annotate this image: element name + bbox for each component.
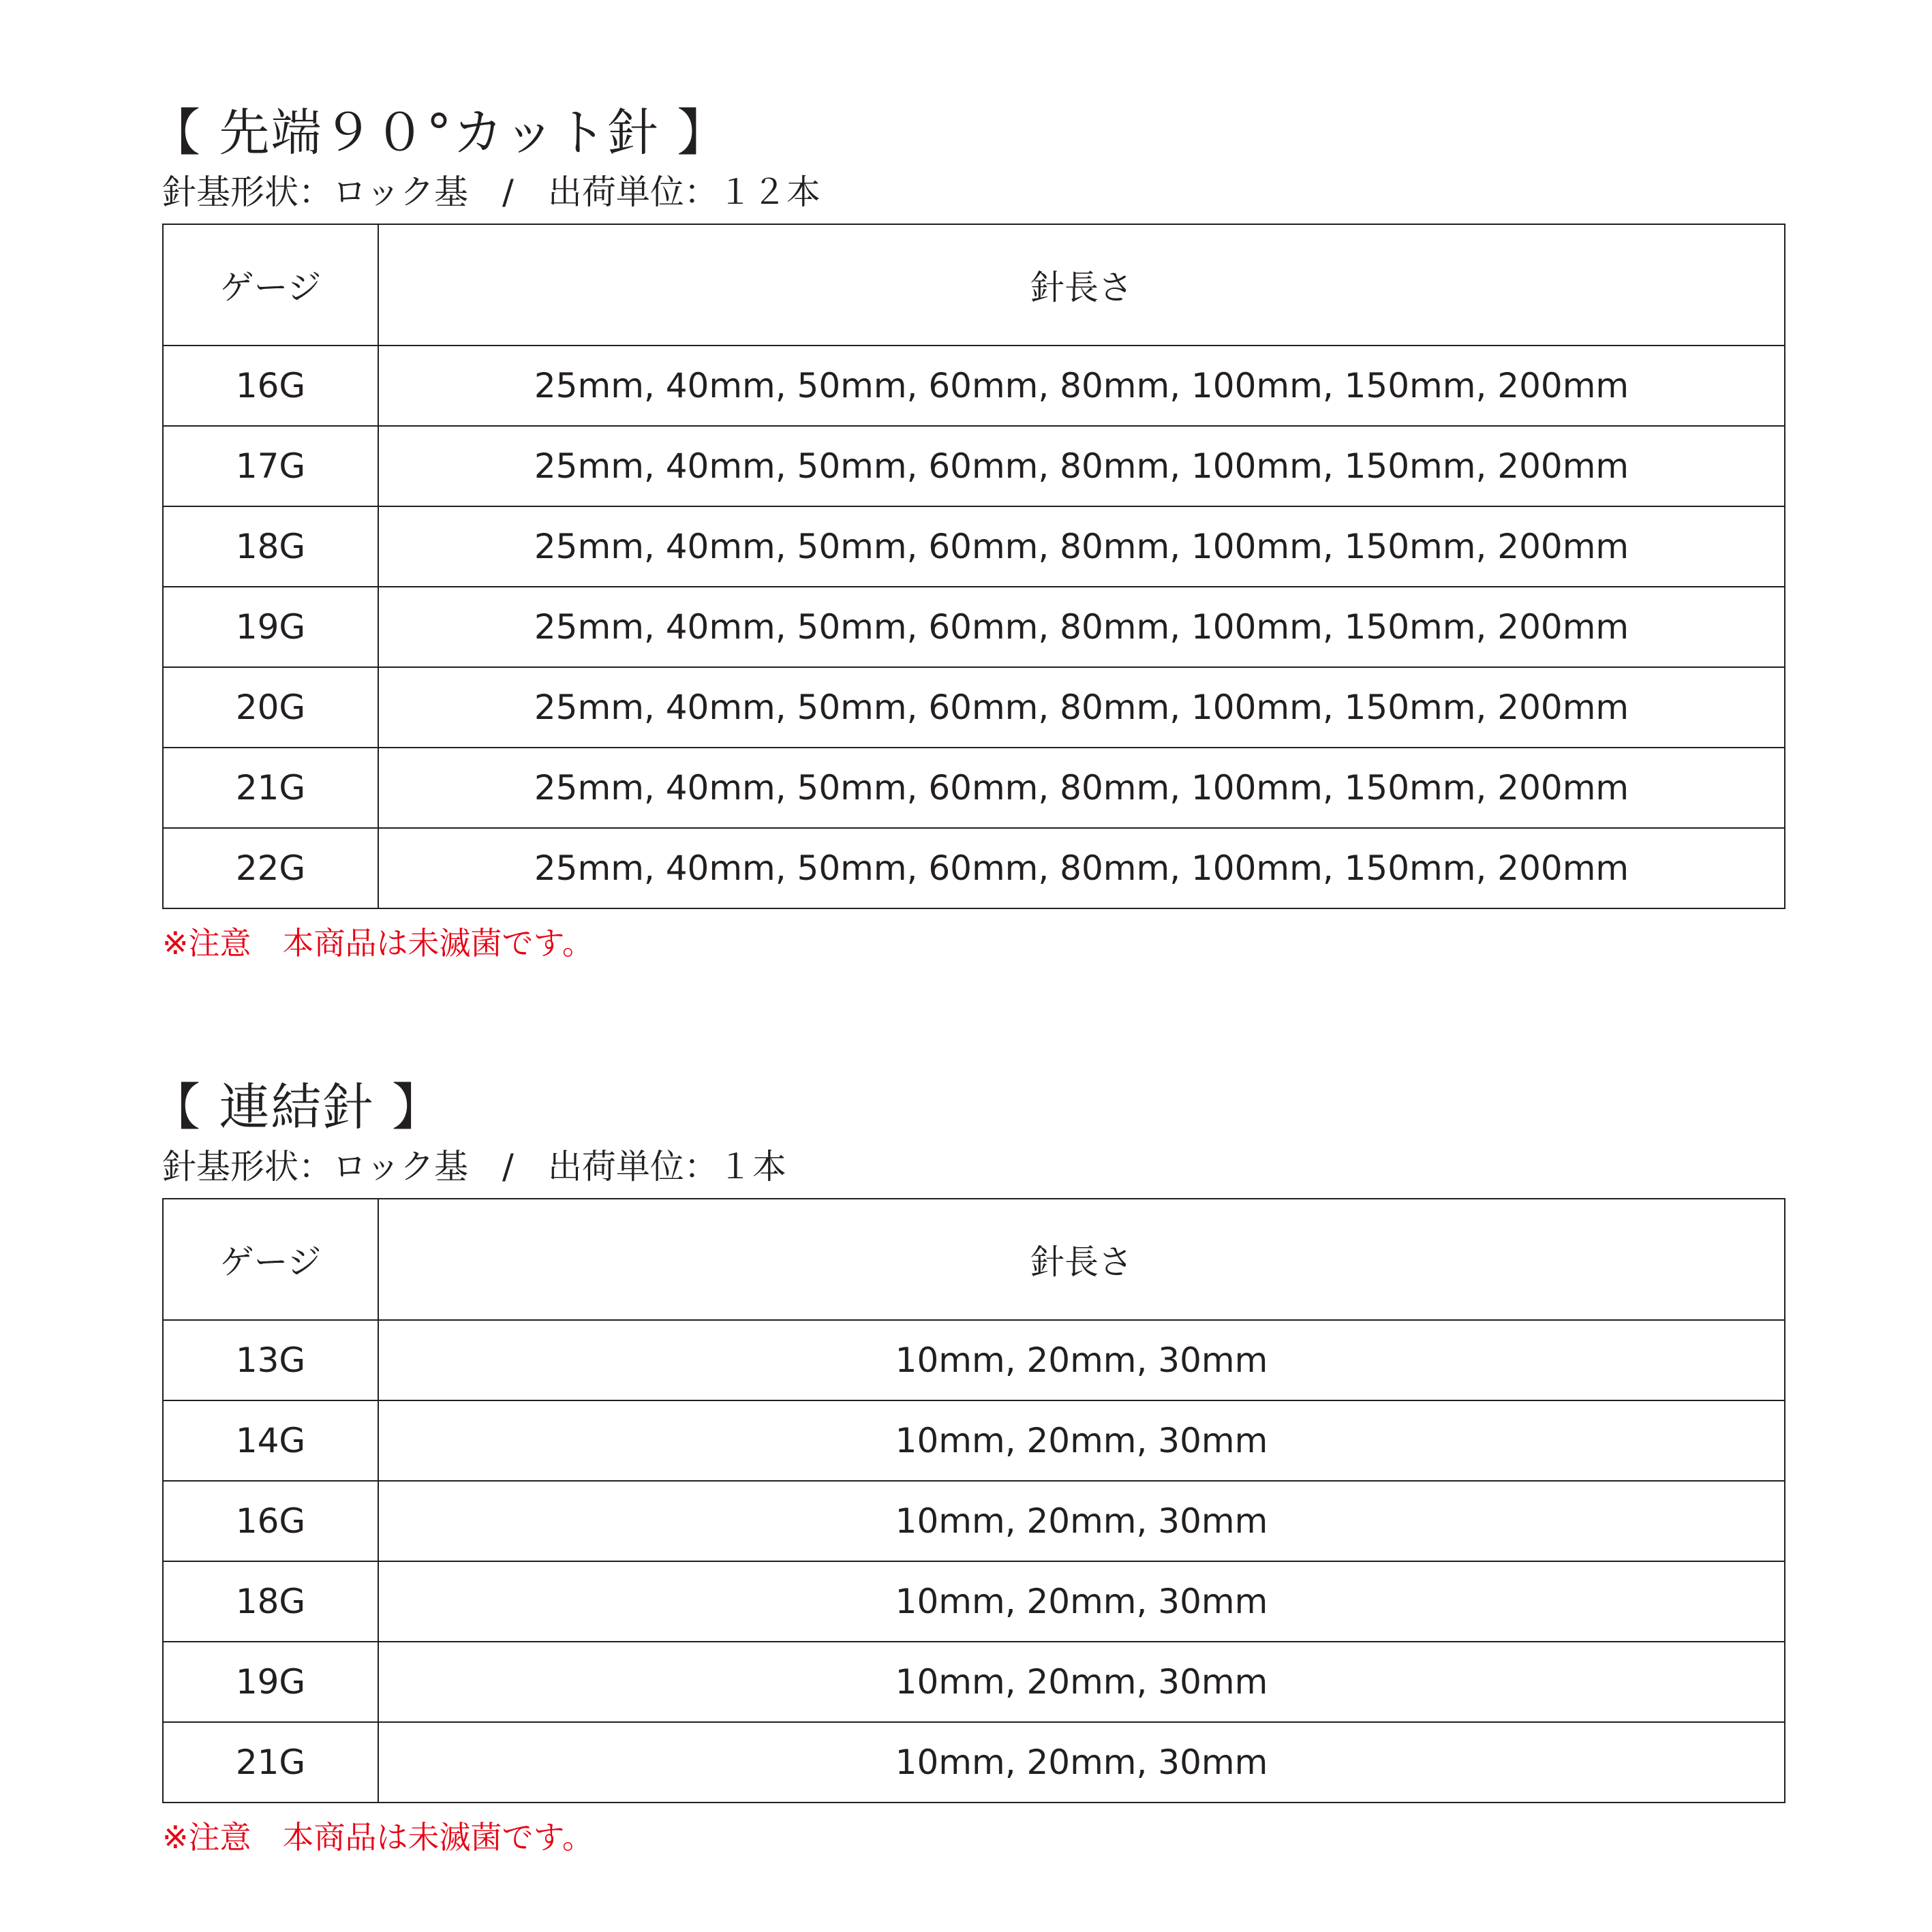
header-length: 針長さ xyxy=(378,224,1785,346)
length-cell: 25mm, 40mm, 50mm, 60mm, 80mm, 100mm, 150mm, 200mm xyxy=(378,667,1785,748)
table-header-row xyxy=(163,224,1785,346)
gauge-cell: 20G xyxy=(163,667,378,748)
length-cell: 10mm, 20mm, 30mm xyxy=(378,1481,1785,1561)
section-subtitle: 針基形状：ロック基 / 出荷単位：１本 xyxy=(162,1147,786,1186)
section-subtitle: 針基形状：ロック基 / 出荷単位：１２本 xyxy=(162,172,821,212)
table-row xyxy=(163,1722,1785,1803)
gauge-cell: 21G xyxy=(163,1722,378,1803)
table-row xyxy=(163,1481,1785,1561)
table-row xyxy=(163,1561,1785,1642)
table-header-row xyxy=(163,1199,1785,1320)
table-row xyxy=(163,1400,1785,1481)
header-gauge: ゲージ xyxy=(163,1199,378,1320)
gauge-cell: 16G xyxy=(163,346,378,426)
table-row xyxy=(163,828,1785,908)
length-cell: 25mm, 40mm, 50mm, 60mm, 80mm, 100mm, 150mm, 200mm xyxy=(378,748,1785,828)
gauge-cell: 19G xyxy=(163,587,378,667)
length-cell: 25mm, 40mm, 50mm, 60mm, 80mm, 100mm, 150mm, 200mm xyxy=(378,828,1785,908)
section-title: 【 連結針 】 xyxy=(150,1078,444,1137)
gauge-cell: 22G xyxy=(163,828,378,908)
table-row xyxy=(163,426,1785,506)
header-length: 針長さ xyxy=(378,1199,1785,1320)
section-title: 【 先端９０°カット針 】 xyxy=(150,104,729,162)
length-cell: 25mm, 40mm, 50mm, 60mm, 80mm, 100mm, 150mm, 200mm xyxy=(378,426,1785,506)
section-connecting-needle xyxy=(150,1077,1785,1856)
gauge-cell: 13G xyxy=(163,1320,378,1400)
gauge-cell: 18G xyxy=(163,1561,378,1642)
spec-table xyxy=(162,224,1785,909)
table-row xyxy=(163,1642,1785,1722)
table-row xyxy=(163,346,1785,426)
length-cell: 25mm, 40mm, 50mm, 60mm, 80mm, 100mm, 150mm, 200mm xyxy=(378,506,1785,587)
table-row xyxy=(163,506,1785,587)
length-cell: 10mm, 20mm, 30mm xyxy=(378,1561,1785,1642)
length-cell: 10mm, 20mm, 30mm xyxy=(378,1642,1785,1722)
gauge-cell: 17G xyxy=(163,426,378,506)
spec-table xyxy=(162,1198,1785,1803)
table-row xyxy=(163,667,1785,748)
gauge-cell: 16G xyxy=(163,1481,378,1561)
length-cell: 10mm, 20mm, 30mm xyxy=(378,1400,1785,1481)
gauge-cell: 21G xyxy=(163,748,378,828)
length-cell: 10mm, 20mm, 30mm xyxy=(378,1722,1785,1803)
table-row xyxy=(163,587,1785,667)
unsterilized-note: ※注意 本商品は未滅菌です。 xyxy=(162,925,594,962)
table-row xyxy=(163,1320,1785,1400)
table-row xyxy=(163,748,1785,828)
length-cell: 25mm, 40mm, 50mm, 60mm, 80mm, 100mm, 150mm, 200mm xyxy=(378,346,1785,426)
section-cut-needle xyxy=(150,102,1785,962)
length-cell: 10mm, 20mm, 30mm xyxy=(378,1320,1785,1400)
length-cell: 25mm, 40mm, 50mm, 60mm, 80mm, 100mm, 150mm, 200mm xyxy=(378,587,1785,667)
header-gauge: ゲージ xyxy=(163,224,378,346)
unsterilized-note: ※注意 本商品は未滅菌です。 xyxy=(162,1819,594,1856)
gauge-cell: 14G xyxy=(163,1400,378,1481)
gauge-cell: 19G xyxy=(163,1642,378,1722)
gauge-cell: 18G xyxy=(163,506,378,587)
